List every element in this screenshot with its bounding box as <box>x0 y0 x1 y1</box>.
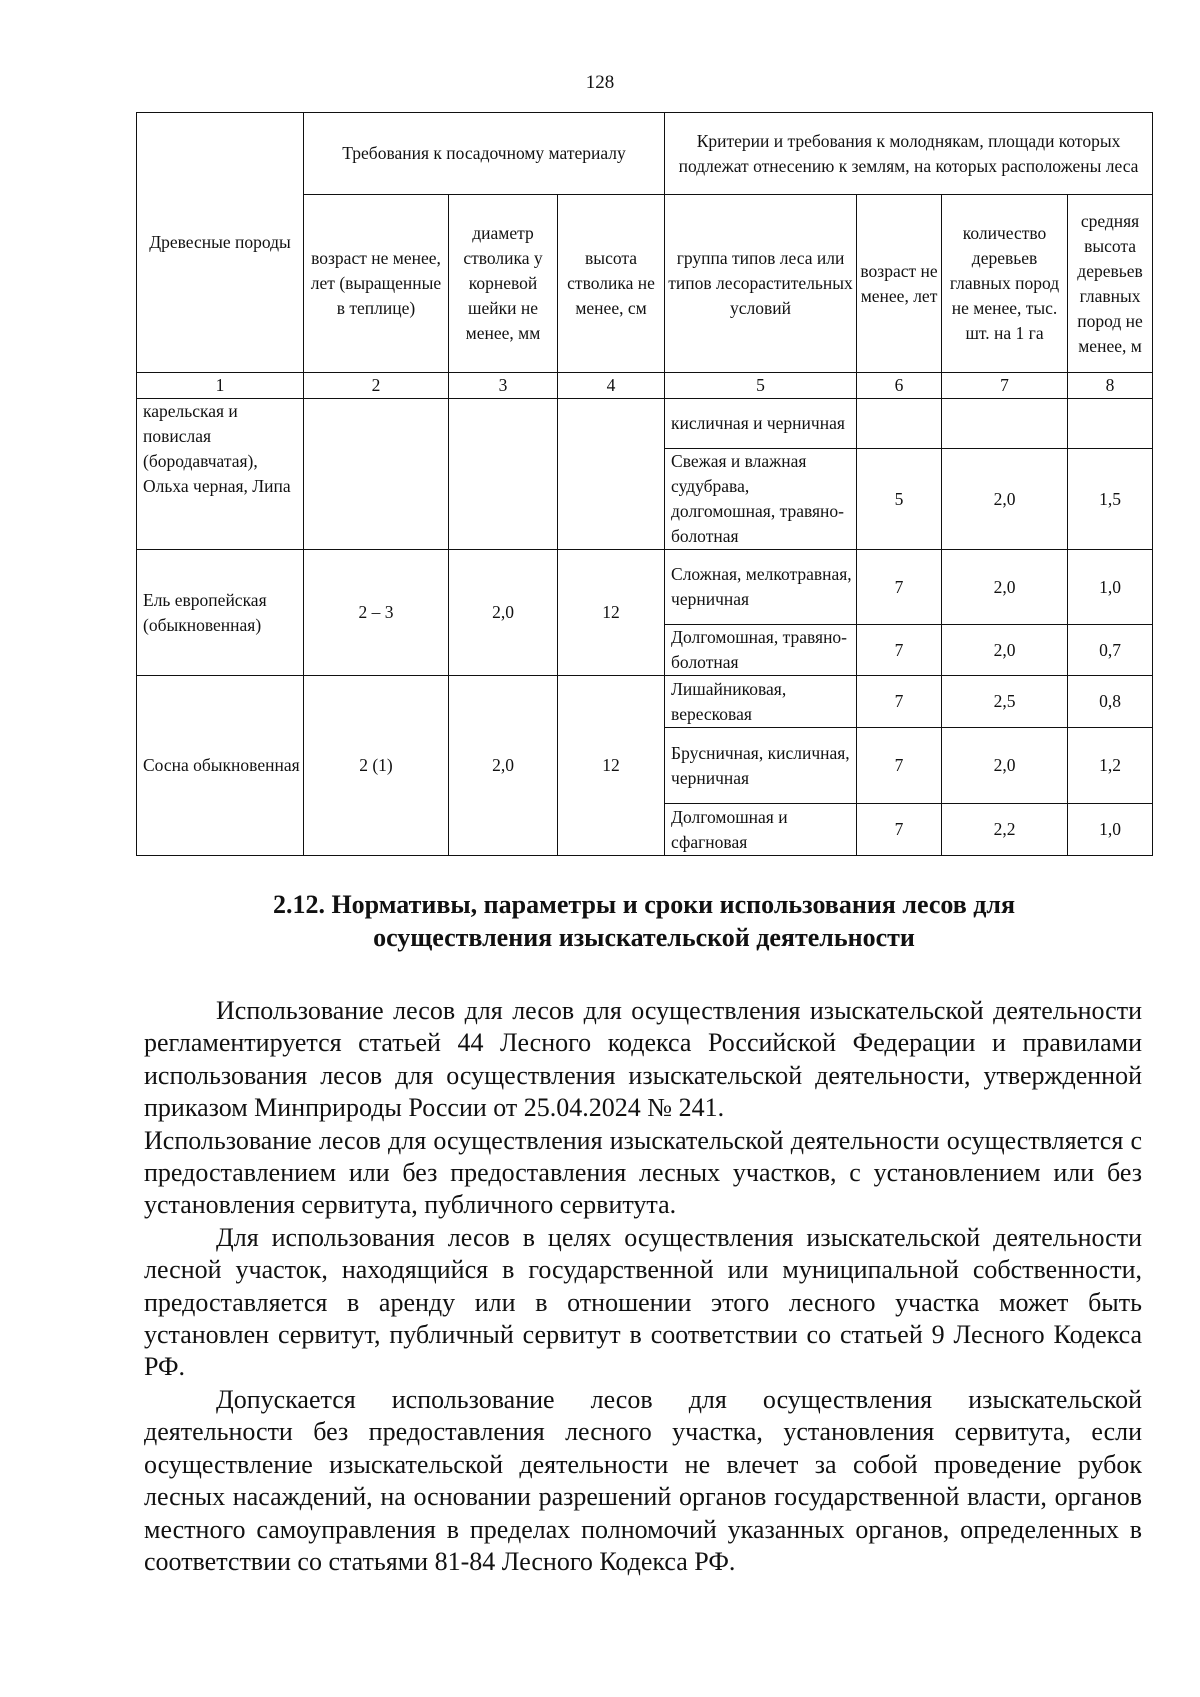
plant-age-cell: 2 (1) <box>304 676 449 856</box>
column-number: 3 <box>449 373 558 399</box>
forest-type-cell: Лишайниковая, вересковая <box>665 676 857 728</box>
tree-count-cell: 2,2 <box>942 804 1068 856</box>
header-forest-type: группа типов леса или типов лесорастительных условий <box>665 195 857 373</box>
column-number: 5 <box>665 373 857 399</box>
column-number: 2 <box>304 373 449 399</box>
average-height-cell: 1,0 <box>1068 804 1153 856</box>
paragraph: Использование лесов для лесов для осуществления изыскательской деятельности регламентируется статьей 44 Лесного кодекса Российской Федерации и правилами использования лесов для осуществления изыскательской деятельности, утвержденной приказом Минприроды России от 25.04.2024 № 241. <box>144 996 1142 1123</box>
forest-type-cell: Сложная, мелкотравная, черничная <box>665 550 857 625</box>
species-cell: карельская и повислая (бородавчатая), Ольха черная, Липа <box>137 399 304 550</box>
forest-type-cell: Брусничная, кисличная, черничная <box>665 728 857 804</box>
header-planting-material: Требования к посадочному материалу <box>304 113 665 195</box>
header-young-stand-criteria: Критерии и требования к молоднякам, площади которых подлежат отнесению к землям, на которых расположены леса <box>665 113 1153 195</box>
stem-height-cell: 12 <box>558 676 665 856</box>
table-row <box>137 399 1153 449</box>
average-height-cell: 0,7 <box>1068 625 1153 676</box>
stem-diameter-cell: 2,0 <box>449 676 558 856</box>
header-stem-height: высота стволика не менее, см <box>558 195 665 373</box>
forest-requirements-table <box>136 112 1153 856</box>
table-row <box>137 550 1153 625</box>
forest-type-cell: кисличная и черничная <box>665 399 857 449</box>
average-height-cell: 0,8 <box>1068 676 1153 728</box>
stem-height-cell: 12 <box>558 550 665 676</box>
header-young-age: возраст не менее, лет <box>857 195 942 373</box>
young-age-cell: 7 <box>857 676 942 728</box>
average-height-cell: 1,0 <box>1068 550 1153 625</box>
header-average-height: средняя высота деревьев главных пород не менее, м <box>1068 195 1153 373</box>
paragraph: Использование лесов для осуществления изыскательской деятельности осуществляется с предоставлением или без предоставления лесных участков, с установлением или без установления сервитута, публичного сервитута. <box>144 1125 1142 1220</box>
column-number-row <box>137 373 1153 399</box>
column-number: 1 <box>137 373 304 399</box>
forest-type-cell: Долгомошная, травяно-болотная <box>665 625 857 676</box>
forest-type-cell: Долгомошная и сфагновая <box>665 804 857 856</box>
section-heading-line-2: осуществления изыскательской деятельности <box>373 923 915 952</box>
young-age-cell: 7 <box>857 804 942 856</box>
page-number: 128 <box>585 72 615 93</box>
section-heading <box>136 888 1152 954</box>
tree-count-cell: 2,0 <box>942 625 1068 676</box>
header-stem-diameter: диаметр стволика у корневой шейки не менее, мм <box>449 195 558 373</box>
column-number: 6 <box>857 373 942 399</box>
young-age-cell: 7 <box>857 625 942 676</box>
column-number: 4 <box>558 373 665 399</box>
table-row <box>137 676 1153 728</box>
species-cell: Сосна обыкновенная <box>137 676 304 856</box>
young-age-cell: 7 <box>857 728 942 804</box>
plant-age-cell: 2 – 3 <box>304 550 449 676</box>
tree-count-cell: 2,0 <box>942 550 1068 625</box>
tree-count-cell: 2,5 <box>942 676 1068 728</box>
young-age-cell: 5 <box>857 449 942 550</box>
average-height-cell: 1,2 <box>1068 728 1153 804</box>
header-plant-age: возраст не менее, лет (выращенные в теплице) <box>304 195 449 373</box>
paragraph: Для использования лесов в целях осуществления изыскательской деятельности лесной участок, находящийся в государственной или муниципальной собственности, предоставляется в аренду или в отношении этого лесного участка может быть установлен сервитут, публичный сервитут в соответствии со статьей 9 Лесного Кодекса РФ. <box>144 1222 1142 1382</box>
column-number: 8 <box>1068 373 1153 399</box>
body-text <box>144 995 1142 1578</box>
average-height-cell: 1,5 <box>1068 449 1153 550</box>
header-species: Древесные породы <box>137 113 304 373</box>
header-tree-count: количество деревьев главных пород не менее, тыс. шт. на 1 га <box>942 195 1068 373</box>
paragraph: Допускается использование лесов для осуществления изыскательской деятельности без предоставления лесного участка, установления сервитута, если осуществление изыскательской деятельности не влечет за собой проведение рубок лесных насаждений, на основании разрешений органов государственной власти, органов местного самоуправления в пределах полномочий указанных органов, определенных в соответствии со статьями 81-84 Лесного Кодекса РФ. <box>144 1384 1142 1576</box>
tree-count-cell: 2,0 <box>942 449 1068 550</box>
stem-diameter-cell: 2,0 <box>449 550 558 676</box>
young-age-cell: 7 <box>857 550 942 625</box>
column-number: 7 <box>942 373 1068 399</box>
forest-type-cell: Свежая и влажная судубрава, долгомошная, травяно-болотная <box>665 449 857 550</box>
tree-count-cell: 2,0 <box>942 728 1068 804</box>
section-heading-line-1: 2.12. Нормативы, параметры и сроки использования лесов для <box>272 890 1016 919</box>
species-cell: Ель европейская (обыкновенная) <box>137 550 304 676</box>
